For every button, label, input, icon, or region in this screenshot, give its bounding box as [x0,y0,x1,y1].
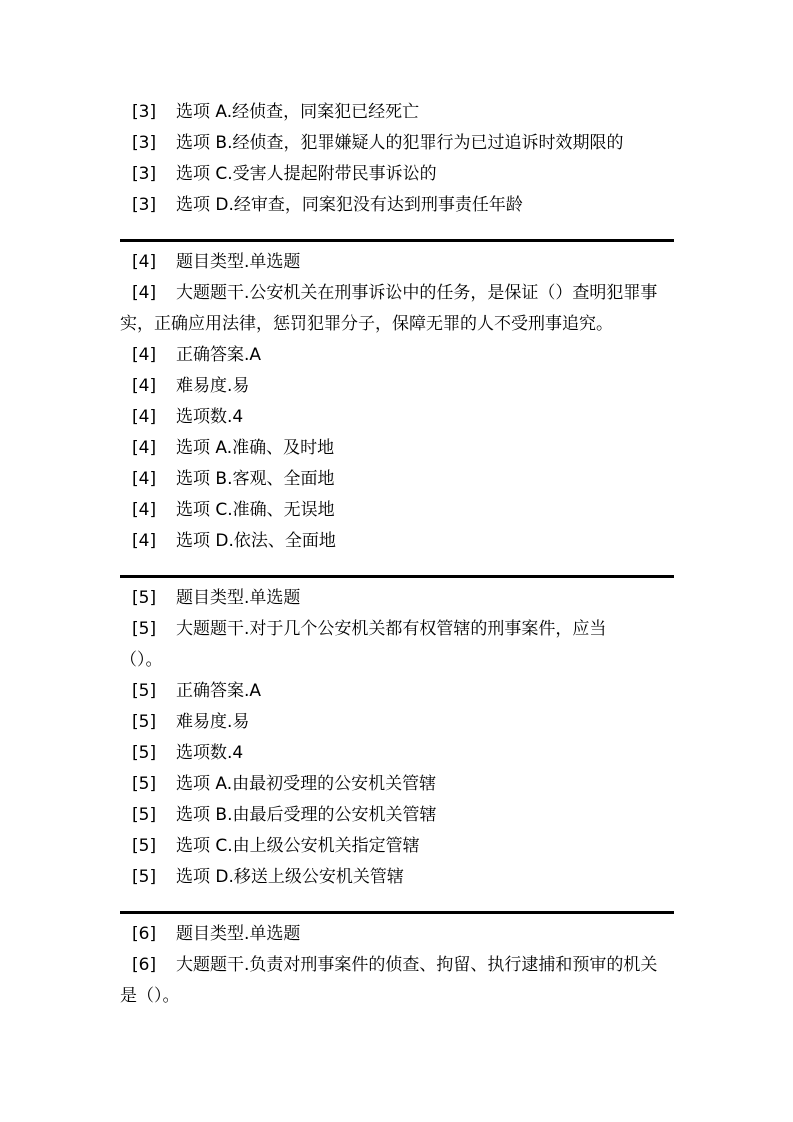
question-number: [6] [132,955,157,975]
question-number: [5] [132,805,157,825]
difficulty: 难易度.易 [176,376,250,396]
question-number: [4] [132,500,157,520]
q5-stem-continuation [120,645,674,676]
option-text: 选项 D.移送上级公安机关管辖 [176,867,404,887]
question-number: [5] [132,619,157,639]
option-text: 选项 C.由上级公安机关指定管辖 [176,836,420,856]
option-count: 选项数.4 [176,407,244,427]
option-text: 选项 A.经侦查，同案犯已经死亡 [176,102,420,122]
q4-option-b [120,464,674,495]
section-divider [120,575,674,578]
option-text: 选项 B.由最后受理的公安机关管辖 [176,805,437,825]
option-text: 选项 B.经侦查，犯罪嫌疑人的犯罪行为已过追诉时效期限的 [176,133,624,153]
q4-answer [120,340,674,371]
q4-option-d [120,526,674,557]
q4-type [120,247,674,278]
question-number: [4] [132,438,157,458]
question-stem-cont: （）。 [120,650,163,670]
q5-type [120,583,674,614]
question-number: [5] [132,836,157,856]
question-number: [4] [132,252,157,272]
option-text: 选项 D.经审查，同案犯没有达到刑事责任年龄 [176,195,523,215]
question-type: 题目类型.单选题 [176,924,301,944]
question-number: [4] [132,469,157,489]
q4-stem [120,278,674,340]
q4-difficulty [120,371,674,402]
q3-option-c [120,159,674,190]
correct-answer: 正确答案.A [176,345,262,365]
option-text: 选项 B.客观、全面地 [176,469,335,489]
question-stem: 大题题干.对于几个公安机关都有权管辖的刑事案件，应当 [176,619,607,639]
q3-option-a [120,97,674,128]
question-number: [5] [132,743,157,763]
option-text: 选项 A.由最初受理的公安机关管辖 [176,774,437,794]
question-number: [3] [132,195,157,215]
question-number: [4] [132,407,157,427]
question-number: [5] [132,588,157,608]
q5-difficulty [120,707,674,738]
q3-option-d [120,190,674,221]
question-number: [3] [132,102,157,122]
q5-option-count [120,738,674,769]
question-number: [3] [132,164,157,184]
q6-stem [120,950,674,1012]
question-number: [4] [132,283,157,303]
q3-option-b [120,128,674,159]
q5-option-c [120,831,674,862]
q4-option-count [120,402,674,433]
difficulty: 难易度.易 [176,712,250,732]
option-count: 选项数.4 [176,743,244,763]
question-number: [3] [132,133,157,153]
question-stem: 大题题干.公安机关在刑事诉讼中的任务，是保证（）查明犯罪事实，正确应用法律，惩罚犯罪分子，保障无罪的人不受刑事追究。 [120,283,658,334]
q5-option-b [120,800,674,831]
q5-answer [120,676,674,707]
option-text: 选项 A.准确、及时地 [176,438,335,458]
q6-type [120,919,674,950]
question-number: [5] [132,681,157,701]
question-number: [5] [132,774,157,794]
section-divider [120,911,674,914]
correct-answer: 正确答案.A [176,681,262,701]
option-text: 选项 D.依法、全面地 [176,531,336,551]
question-type: 题目类型.单选题 [176,588,301,608]
question-number: [5] [132,867,157,887]
option-text: 选项 C.准确、无误地 [176,500,335,520]
question-number: [4] [132,376,157,396]
q4-option-c [120,495,674,526]
question-number: [4] [132,531,157,551]
document-page [120,97,674,1012]
option-text: 选项 C.受害人提起附带民事诉讼的 [176,164,437,184]
q4-option-a [120,433,674,464]
q5-option-a [120,769,674,800]
question-type: 题目类型.单选题 [176,252,301,272]
question-number: [4] [132,345,157,365]
question-stem: 大题题干.负责对刑事案件的侦查、拘留、执行逮捕和预审的机关是（）。 [120,955,658,1006]
section-divider [120,239,674,242]
q5-option-d [120,862,674,893]
question-number: [5] [132,712,157,732]
question-number: [6] [132,924,157,944]
q5-stem [120,614,674,645]
